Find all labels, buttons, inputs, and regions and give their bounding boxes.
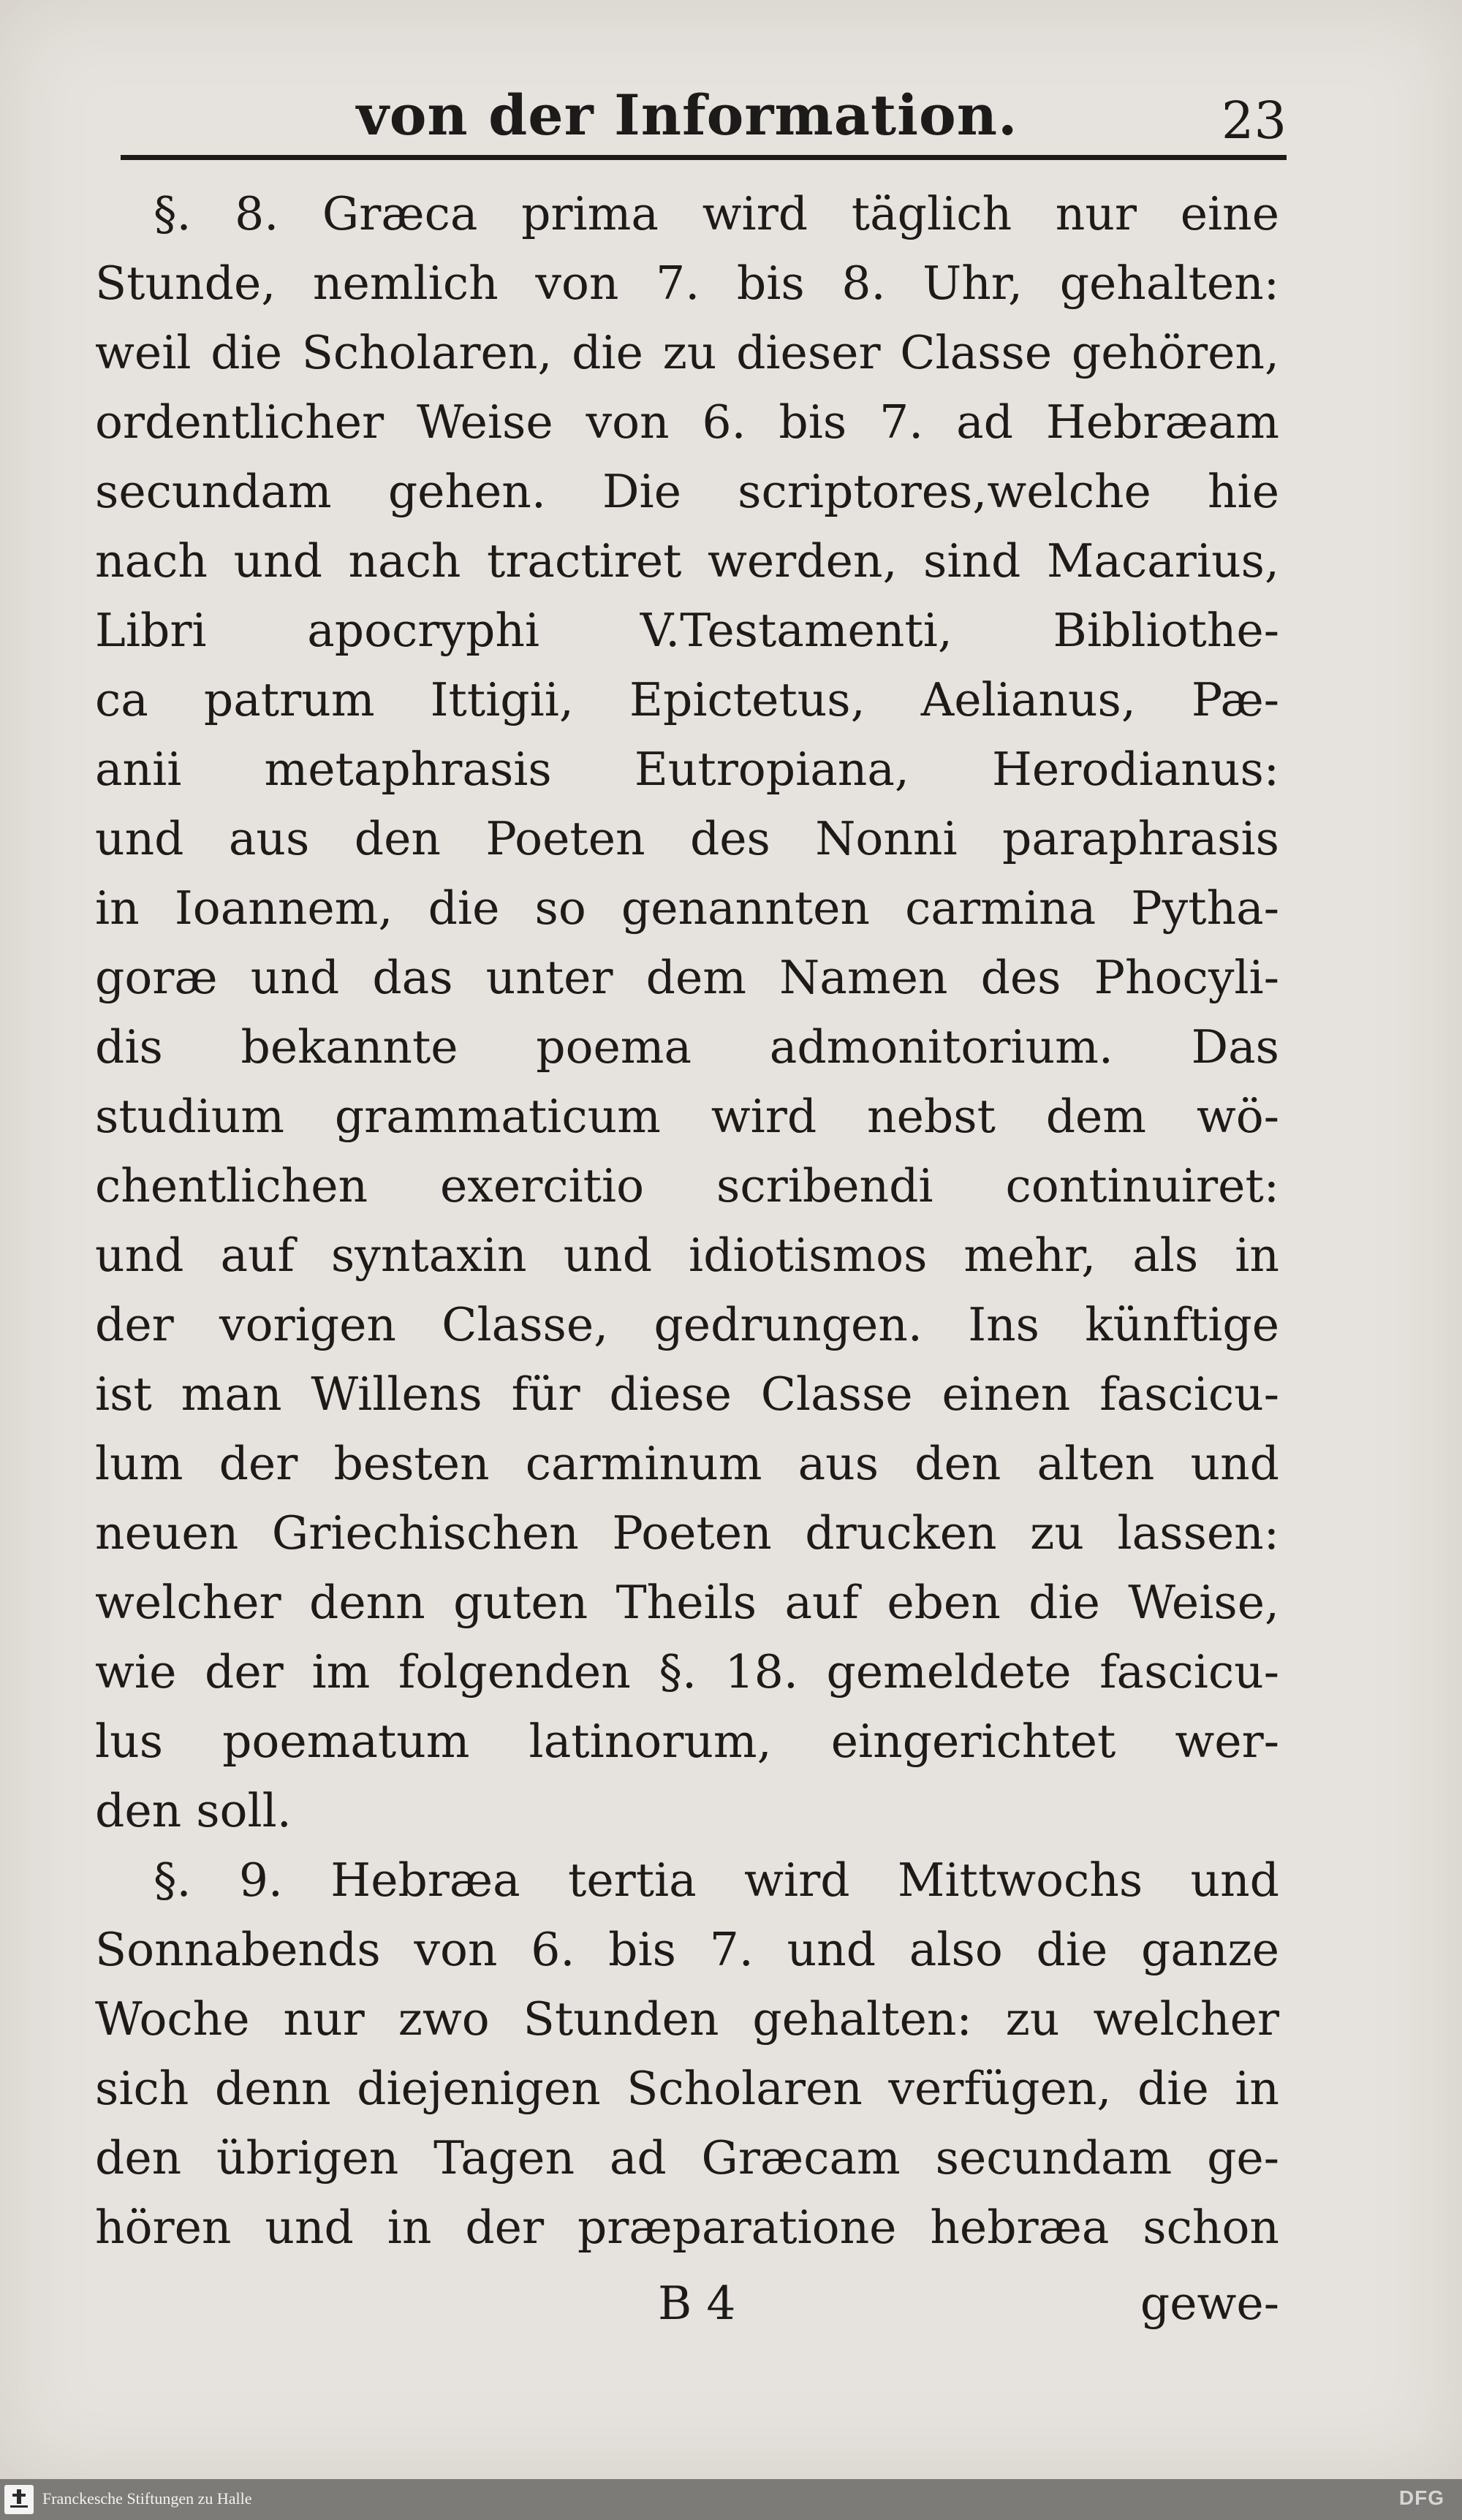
- page-footer: [95, 2267, 1279, 2340]
- attribution-bar: [0, 2479, 1462, 2520]
- text-line: der vorigen Classe, gedrungen. Ins künftige: [95, 1298, 1279, 1351]
- header-rule: [121, 155, 1287, 160]
- text-line: dis bekannte poema admonitorium. Das: [95, 1020, 1279, 1074]
- signature-mark: B 4: [658, 2277, 736, 2330]
- library-logo-icon: [4, 2485, 34, 2514]
- text-line: wie der im folgenden §. 18. gemeldete fascicu-: [95, 1645, 1279, 1699]
- text-line: goræ und das unter dem Namen des Phocyli-: [95, 951, 1279, 1004]
- text-line: Sonnabends von 6. bis 7. und also die ganze: [95, 1923, 1279, 1976]
- text-line: studium grammaticum wird nebst dem wö-: [95, 1090, 1279, 1143]
- running-title: von der Information.: [356, 83, 1018, 148]
- running-head: [117, 79, 1287, 152]
- text-line: den übrigen Tagen ad Græcam secundam ge-: [95, 2131, 1279, 2185]
- text-line: sich denn diejenigen Scholaren verfügen, die in: [95, 2062, 1279, 2115]
- catchword: gewe-: [1140, 2277, 1279, 2330]
- text-line: ist man Willens für diese Classe einen fascicu-: [95, 1367, 1279, 1421]
- text-line: lus poematum latinorum, eingerichtet wer-: [95, 1715, 1279, 1768]
- dfg-logo: DFG: [1398, 2486, 1444, 2509]
- text-line: welcher denn guten Theils auf eben die Weise,: [95, 1576, 1279, 1629]
- text-line: ca patrum Ittigii, Epictetus, Aelianus, Pæ-: [95, 673, 1279, 726]
- text-line: und auf syntaxin und idiotismos mehr, als in: [95, 1229, 1279, 1282]
- text-line: §. 8. Græca prima wird täglich nur eine: [154, 187, 1279, 240]
- text-line: und aus den Poeten des Nonni paraphrasis: [95, 812, 1279, 865]
- body-text: [95, 179, 1279, 2262]
- text-line: neuen Griechischen Poeten drucken zu lassen:: [95, 1506, 1279, 1560]
- text-line: secundam gehen. Die scriptores,welche hie: [95, 465, 1279, 518]
- text-line: Woche nur zwo Stunden gehalten: zu welcher: [95, 1992, 1279, 2046]
- library-name: Franckesche Stiftungen zu Halle: [42, 2489, 252, 2508]
- text-line: lum der besten carminum aus den alten und: [95, 1437, 1279, 1490]
- text-line: nach und nach tractiret werden, sind Macarius,: [95, 534, 1279, 588]
- text-line: ordentlicher Weise von 6. bis 7. ad Hebræam: [95, 395, 1279, 449]
- text-line: §. 9. Hebræa tertia wird Mittwochs und: [154, 1853, 1279, 1907]
- text-line: Stunde, nemlich von 7. bis 8. Uhr, gehalten:: [95, 257, 1279, 310]
- page-number: 23: [1221, 91, 1287, 151]
- text-line: hören und in der præparatione hebræa schon: [95, 2201, 1279, 2254]
- text-line: den soll.: [95, 1784, 292, 1837]
- text-line: in Ioannem, die so genannten carmina Pytha-: [95, 881, 1279, 935]
- text-line: chentlichen exercitio scribendi continuiret:: [95, 1159, 1279, 1212]
- text-line: Libri apocryphi V.Testamenti, Bibliothe-: [95, 604, 1279, 657]
- text-line: weil die Scholaren, die zu dieser Classe gehören,: [95, 326, 1279, 379]
- text-line: anii metaphrasis Eutropiana, Herodianus:: [95, 743, 1279, 796]
